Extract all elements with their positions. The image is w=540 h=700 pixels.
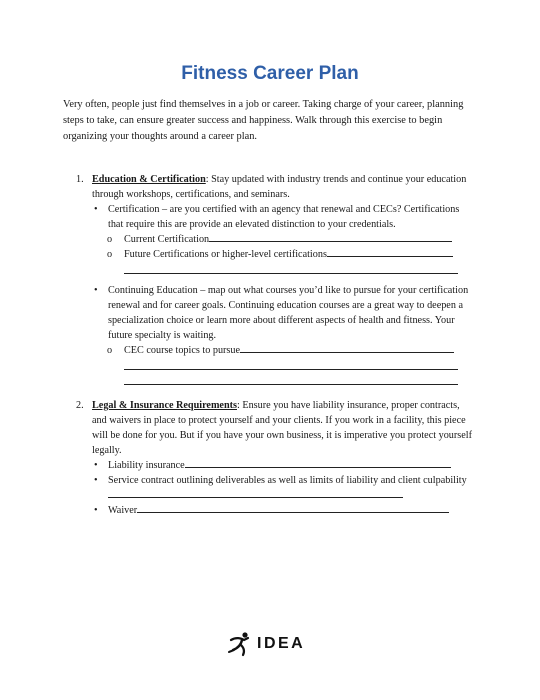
circle-bullet-icon: o xyxy=(107,249,113,260)
bullet-text: Service contract outlining deliverables as well as limits of liability and client culpability xyxy=(108,475,467,486)
section-heading: Education & Certification xyxy=(92,174,206,185)
bullet-icon: • xyxy=(94,460,98,471)
page-title: Fitness Career Plan xyxy=(181,63,359,84)
subitem xyxy=(92,343,476,358)
waiver-field[interactable] xyxy=(137,503,449,513)
bullet-icon: • xyxy=(94,204,98,215)
runner-figure-icon xyxy=(227,631,255,657)
write-in-line[interactable] xyxy=(92,262,476,277)
future-certifications-field[interactable] xyxy=(327,247,453,257)
logo-text: IDEA xyxy=(257,635,306,652)
bullet-text: Liability insurance xyxy=(108,460,185,471)
service-contract-field[interactable] xyxy=(108,488,403,498)
subitem xyxy=(92,232,476,247)
write-in-line[interactable] xyxy=(92,373,476,388)
current-certification-field[interactable] xyxy=(209,232,452,242)
section-text: : Ensure you have liability insurance, proper contracts, and waivers in place to protect yourself and your clients. If you work in a facility, this piece will be done for you. But if you have your own business, it is imperative you protect yourself legally. xyxy=(92,400,472,456)
bullet-text: Continuing Education – map out what courses you’d like to pursue for your certification renewal and for career goals. Continuing education courses are a great way to deepen a specialization choice or learn more about different aspects of health and fitness. Your future specialty is waiting. xyxy=(108,285,469,341)
section-number: 1. xyxy=(76,174,84,185)
subitem-label: CEC course topics to pursue xyxy=(124,345,241,356)
bullet-text: Certification – are you certified with an agency that renewal and CECs? Certifications that require this are provide an elevated distinction to your credentials. xyxy=(108,204,460,230)
liability-insurance-field[interactable] xyxy=(185,458,451,468)
idea-logo xyxy=(227,631,305,657)
bullet-icon: • xyxy=(94,505,98,516)
section-education xyxy=(76,172,476,388)
bullet-icon: • xyxy=(94,475,98,486)
section-text: : Stay updated with industry trends and continue your education through workshops, certifications, and seminars. xyxy=(92,174,467,200)
bullet-item xyxy=(94,473,476,503)
intro-paragraph: Very often, people just find themselves in a job or career. Taking charge of your career, planning steps to take, can ensure greater success and happiness. Walk through this exercise to begin organizing your thoughts around a career plan. xyxy=(63,99,464,142)
bullet-item xyxy=(94,202,476,232)
bullet-text: Waiver xyxy=(108,505,138,516)
cec-topics-field[interactable] xyxy=(240,343,454,353)
subitem-label: Future Certifications or higher-level certifications xyxy=(124,249,327,260)
section-heading: Legal & Insurance Requirements xyxy=(92,400,237,411)
bullet-item xyxy=(94,503,476,518)
bullet-icon: • xyxy=(94,285,98,296)
subitem xyxy=(92,247,476,262)
bullet-item xyxy=(94,283,476,343)
section-description xyxy=(92,172,476,202)
circle-bullet-icon: o xyxy=(107,345,113,356)
section-legal xyxy=(76,398,476,518)
section-description xyxy=(92,398,476,458)
circle-bullet-icon: o xyxy=(107,234,113,245)
subitem-label: Current Certification xyxy=(124,234,210,245)
section-number: 2. xyxy=(76,400,84,411)
bullet-item xyxy=(94,458,476,473)
write-in-line[interactable] xyxy=(92,358,476,373)
